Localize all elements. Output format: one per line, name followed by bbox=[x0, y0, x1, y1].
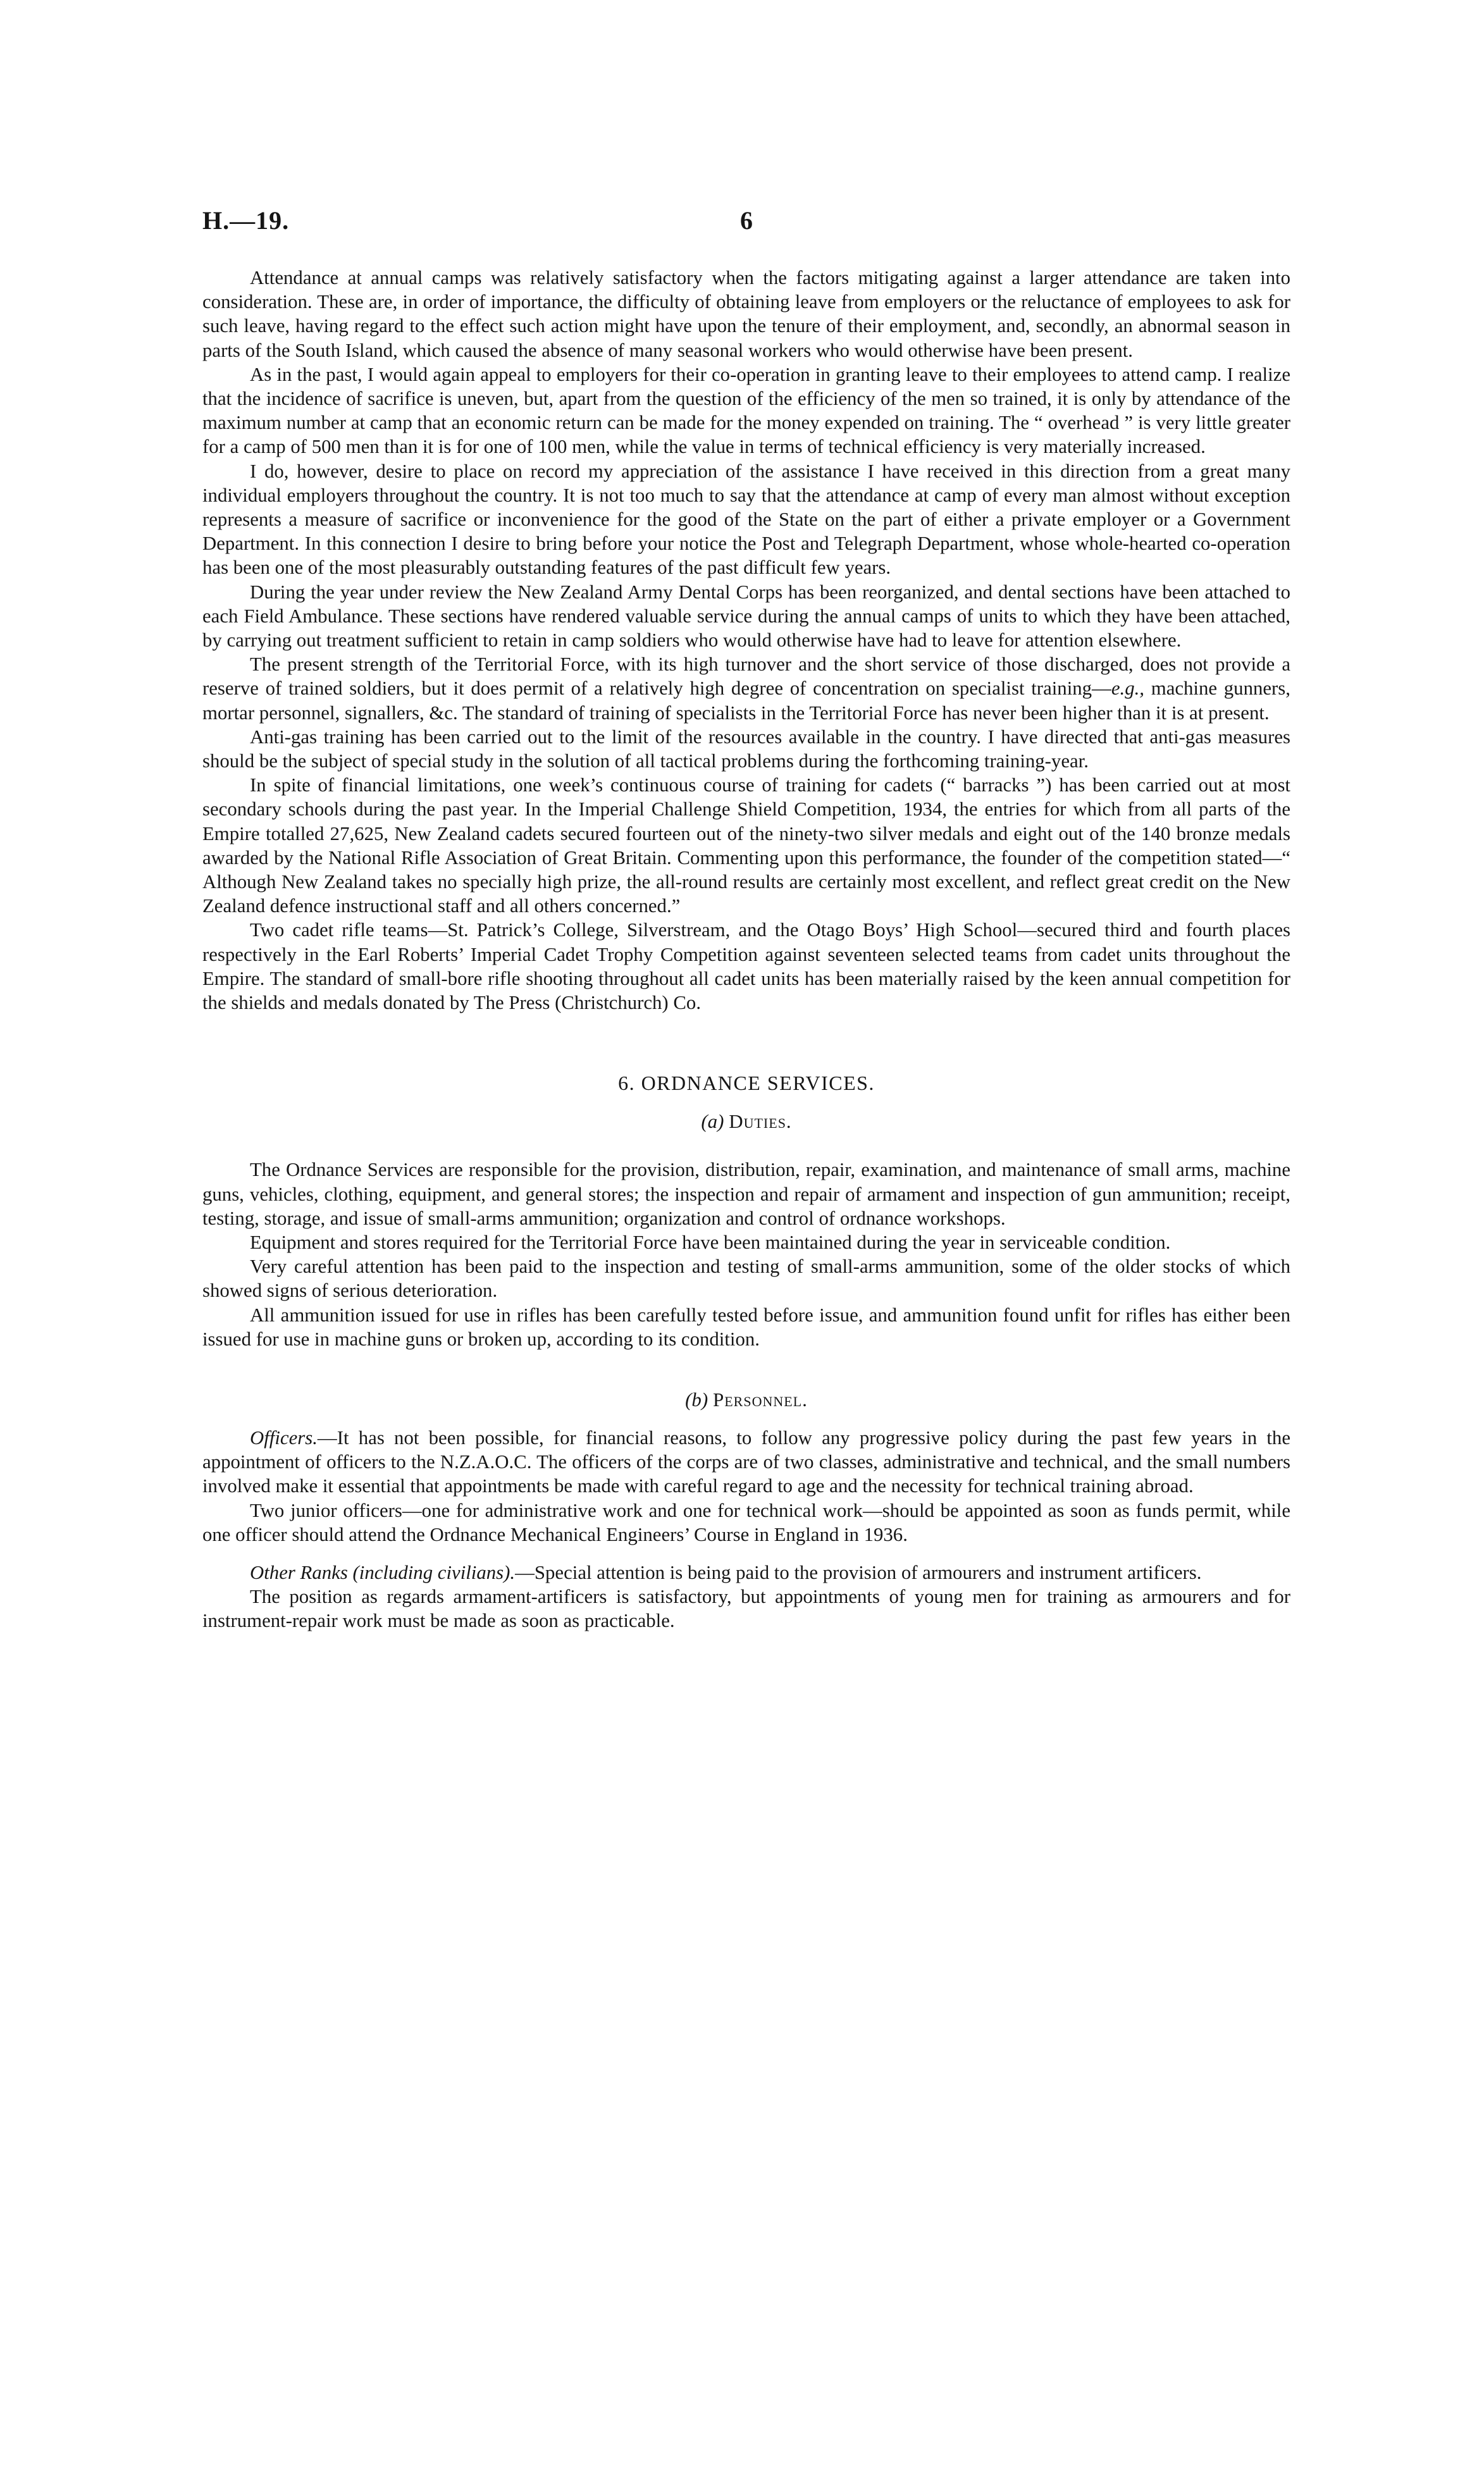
paragraph-officers bbox=[202, 1426, 1290, 1499]
page-number: 6 bbox=[740, 206, 753, 235]
paragraph-annual-camps: Attendance at annual camps was relatively satisfactory when the factors mitigating against a larger attendance are taken into consideration. These are, in order of importance, the difficulty of obtaining leave from employers or the reluctance of employees to ask for such leave, having regard to the effect such action might have upon the tenure of their employment, and, secondly, an abnormal season in parts of the South Island, which caused the absence of many seasonal workers who would otherwise have been present. bbox=[202, 267, 1290, 361]
subheading-personnel bbox=[202, 1388, 1290, 1412]
paragraph-employers-appeal: As in the past, I would again appeal to employers for their co-operation in granting leave to their employees to attend camp. I realize that the incidence of sacrifice is uneven, but, apart from the question of the efficiency of the men so trained, it is only by attendance of the maximum number at camp that an economic return can be made for the money expended on training. The “ overhead ” is very little greater for a camp of 500 men than it is for one of 100 men, while the value in terms of technical efficiency is very materially increased. bbox=[202, 363, 1290, 458]
subheading-letter: (b) bbox=[685, 1388, 708, 1411]
paragraph-ammunition-testing: All ammunition issued for use in rifles has been carefully tested before issue, and ammunition found unfit for rifles has either been issued for use in machine guns or broken up, according to its condition. bbox=[202, 1304, 1290, 1350]
specialist-text-after: machine gunners, mortar personnel, signallers, &c. The standard of training of specialists in the Territorial Force has never been higher than it is at present. bbox=[202, 677, 1290, 724]
paragraph-equipment-stores: Equipment and stores required for the Territorial Force have been maintained during the year in serviceable condition. bbox=[250, 1231, 1171, 1253]
paragraph-dental-corps: During the year under review the New Zealand Army Dental Corps has been reorganized, and dental sections have been attached to each Field Ambulance. These sections have rendered valuable service during the annual camps of units to which they have been attached, by carrying out treatment sufficient to retain in camp soldiers who would otherwise have had to leave for attention elsewhere. bbox=[202, 581, 1290, 652]
eg-abbreviation: e.g., bbox=[1111, 677, 1145, 700]
paragraph-cadets-barracks: In spite of financial limitations, one week’s continuous course of training for cadets (“ barracks ”) has been carried out at most secondary schools during the past year. In the Imperial Challenge Shield Competition, 1934, the entries for which from all parts of the Empire totalled 27,625, New Zealand cadets secured fourteen out of the ninety-two silver medals and eight out of the 140 bronze medals awarded by the National Rifle Association of Great Britain. Commenting upon this performance, the founder of the competition stated—“ Although New Zealand takes no specially high prize, the all-round results are certainly most excellent, and reflect great credit on the New Zealand defence instructional staff and all others concerned.” bbox=[202, 774, 1290, 917]
paragraph-appreciation: I do, however, desire to place on record my appreciation of the assistance I have received in this direction from a great many individual employers throughout the country. It is not too much to say that the attendance at camp of every man almost without exception represents a measure of sacrifice or inconvenience for the good of the State on the part of either a private employer or a Government Department. In this connection I desire to bring before your notice the Post and Telegraph Department, whose whole-hearted co-operation has been one of the most pleasurably outstanding features of the past difficult few years. bbox=[202, 460, 1290, 579]
subheading-word: Duties. bbox=[729, 1110, 792, 1133]
page-header bbox=[202, 206, 1290, 244]
body-text bbox=[202, 266, 1290, 1633]
subheading-word: Personnel. bbox=[713, 1388, 808, 1411]
paragraph-ammunition-inspection: Very careful attention has been paid to the inspection and testing of small-arms ammunition, some of the older stocks of which showed signs of serious deterioration. bbox=[202, 1256, 1290, 1302]
officers-text: —It has not been possible, for financial reasons, to follow any progressive policy during the past few years in the appointment of officers to the N.Z.A.O.C. The officers of the corps are of two classes, administrative and technical, and the small numbers involved make it essential that appointments be made with careful regard to age and the necessity for technical training abroad. bbox=[202, 1426, 1290, 1497]
other-ranks-text: —Special attention is being paid to the provision of armourers and instrument artificers. bbox=[515, 1561, 1202, 1583]
paragraph-cadet-rifle-teams: Two cadet rifle teams—St. Patrick’s College, Silverstream, and the Otago Boys’ High School—secured third and fourth places respectively in the Earl Roberts’ Imperial Cadet Trophy Competition against seventeen selected teams from cadet units throughout the Empire. The standard of small-bore rifle shooting throughout all cadet units has been materially raised by the keen annual competition for the shields and medals donated by The Press (Christchurch) Co. bbox=[202, 919, 1290, 1014]
paragraph-anti-gas: Anti-gas training has been carried out to the limit of the resources available in the country. I have directed that anti-gas measures should be the subject of special study in the solution of all tactical problems during the forthcoming training-year. bbox=[202, 726, 1290, 772]
specialist-text-before: The present strength of the Territorial Force, with its high turnover and the short service of those discharged, does not provide a reserve of trained soldiers, but it does permit of a relatively high degree of concentration on specialist training— bbox=[202, 653, 1290, 700]
document-code: H.—19. bbox=[202, 206, 290, 235]
subheading-letter: (a) bbox=[701, 1110, 724, 1133]
subheading-duties bbox=[202, 1110, 1290, 1134]
paragraph-junior-officers: Two junior officers—one for administrative work and one for technical work—should be appointed as soon as funds permit, while one officer should attend the Ordnance Mechanical Engineers’ Course in England in 1936. bbox=[202, 1499, 1290, 1545]
section-title-ordnance: 6. ORDNANCE SERVICES. bbox=[618, 1072, 875, 1095]
paragraph-ordnance-responsibilities: The Ordnance Services are responsible for the provision, distribution, repair, examination, and maintenance of small arms, machine guns, vehicles, clothing, equipment, and general stores; the inspection and repair of armament and inspection of gun ammunition; receipt, testing, storage, and issue of small-arms ammunition; organization and control of ordnance workshops. bbox=[202, 1159, 1290, 1229]
other-ranks-run-in: Other Ranks (including civilians). bbox=[250, 1561, 516, 1583]
paragraph-armament-artificers: The position as regards armament-artificers is satisfactory, but appointments of young men for training as armourers and for instrument-repair work must be made as soon as practicable. bbox=[202, 1586, 1290, 1632]
officers-run-in: Officers. bbox=[250, 1426, 318, 1449]
paragraph-other-ranks bbox=[202, 1561, 1290, 1585]
paragraph-specialist-training bbox=[202, 652, 1290, 725]
